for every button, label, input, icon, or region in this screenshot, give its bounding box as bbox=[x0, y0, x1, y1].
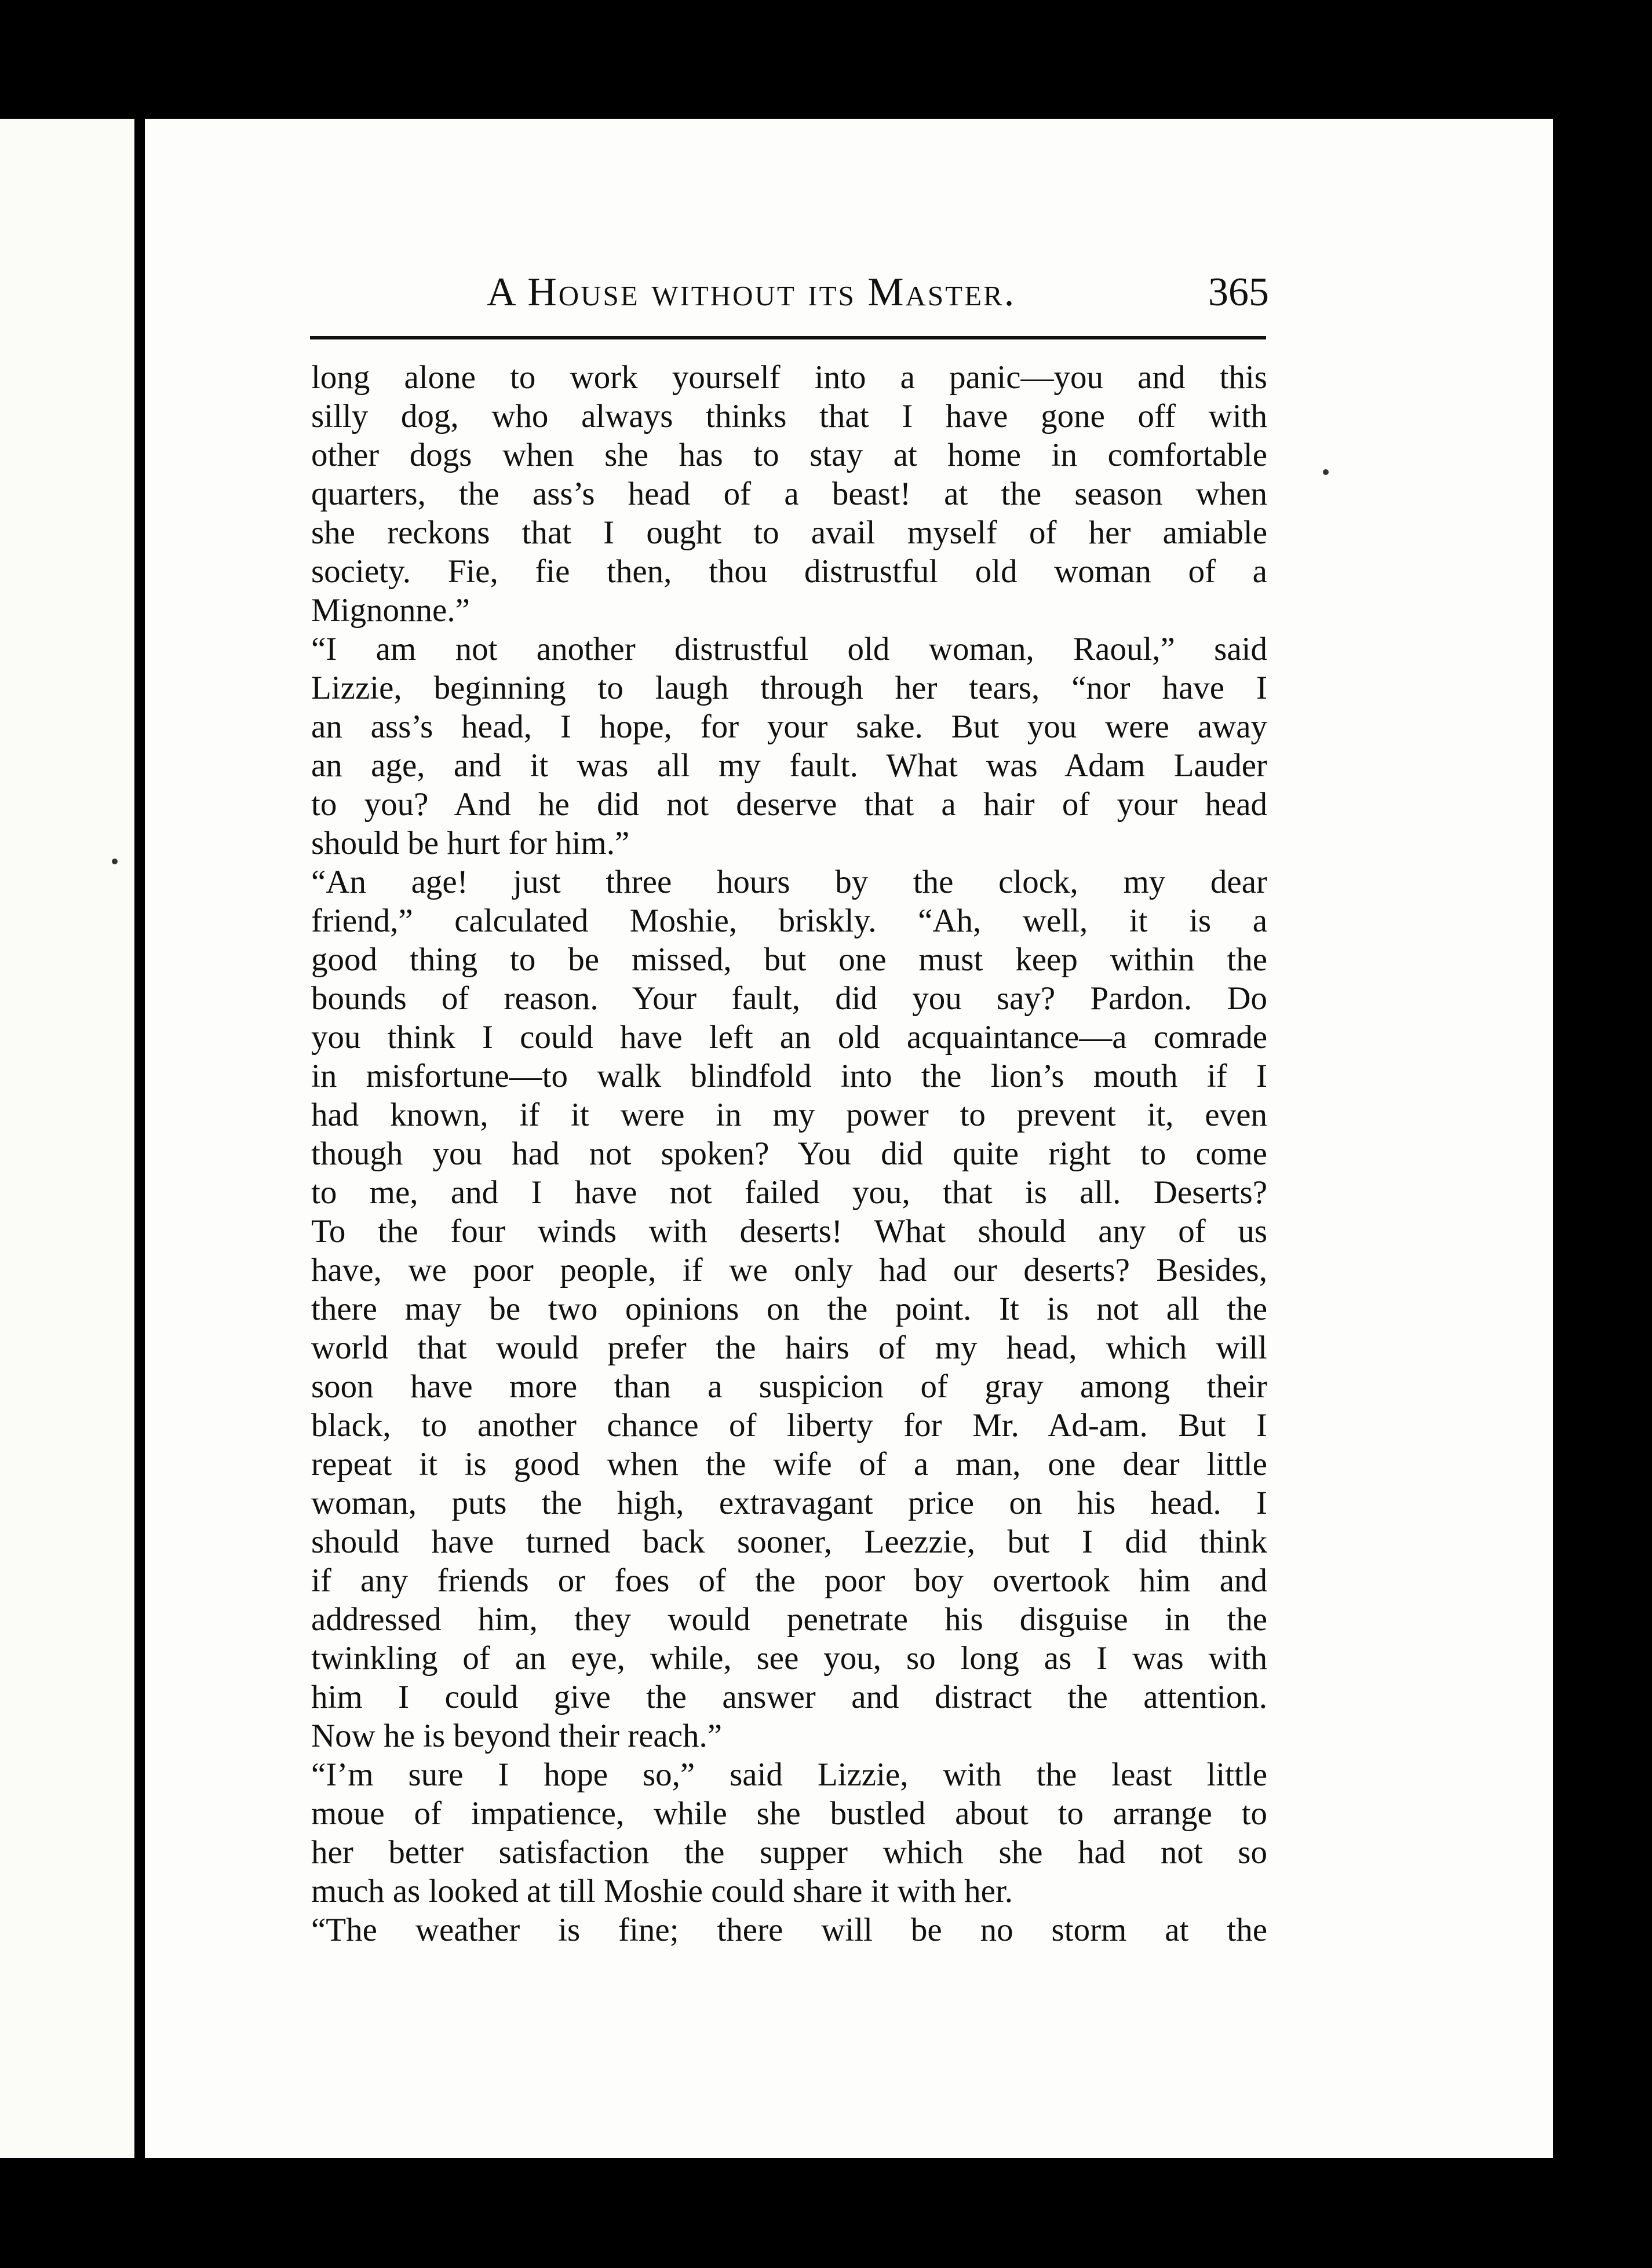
text-line: an age, and it was all my fault. What was Adam Lauder bbox=[311, 747, 1267, 784]
text-line: moue of impatience, while she bustled about to arrange to bbox=[311, 1795, 1267, 1832]
page-header bbox=[342, 269, 1269, 322]
text-line: Mignonne.” bbox=[311, 592, 470, 629]
text-line: her better satisfaction the supper which she had not so bbox=[311, 1834, 1267, 1871]
text-line: repeat it is good when the wife of a man, one dear little bbox=[311, 1446, 1267, 1482]
text-line: you think I could have left an old acquaintance—a comrade bbox=[311, 1019, 1267, 1056]
text-line: To the four winds with deserts! What should any of us bbox=[311, 1213, 1267, 1250]
header-rule bbox=[310, 336, 1266, 339]
text-line: “The weather is fine; there will be no storm at the bbox=[311, 1912, 1267, 1948]
text-line: have, we poor people, if we only had our deserts? Besides, bbox=[311, 1252, 1267, 1288]
margin-speck bbox=[112, 859, 118, 864]
text-line: quarters, the ass’s head of a beast! at the season when bbox=[311, 476, 1267, 512]
text-line: had known, if it were in my power to prevent it, even bbox=[311, 1097, 1267, 1133]
text-line: black, to another chance of liberty for Mr. Ad-am. But I bbox=[311, 1407, 1267, 1444]
text-line: Now he is beyond their reach.” bbox=[311, 1718, 723, 1754]
text-line: should have turned back sooner, Leezzie, but I did think bbox=[311, 1524, 1267, 1560]
gutter bbox=[134, 119, 145, 2158]
text-line: world that would prefer the hairs of my head, which will bbox=[311, 1330, 1267, 1366]
page-number: 365 bbox=[1208, 270, 1269, 315]
text-line: him I could give the answer and distract the attention. bbox=[311, 1679, 1267, 1715]
text-line: soon have more than a suspicion of gray among their bbox=[311, 1368, 1267, 1405]
running-title: A House without its Master. bbox=[487, 270, 1016, 315]
text-line: if any friends or foes of the poor boy overtook him and bbox=[311, 1562, 1267, 1599]
margin-speck bbox=[1323, 469, 1329, 475]
text-line: to you? And he did not deserve that a hair of your head bbox=[311, 786, 1267, 823]
text-line: “I am not another distrustful old woman, Raoul,” said bbox=[311, 631, 1267, 667]
text-line: there may be two opinions on the point. It is not all the bbox=[311, 1291, 1267, 1327]
text-line: friend,” calculated Moshie, briskly. “Ah, well, it is a bbox=[311, 903, 1267, 939]
text-line: Lizzie, beginning to laugh through her tears, “nor have I bbox=[311, 670, 1267, 706]
text-line: “I’m sure I hope so,” said Lizzie, with the least little bbox=[311, 1756, 1267, 1793]
text-line: much as looked at till Moshie could share it with her. bbox=[311, 1873, 1013, 1909]
body-text bbox=[311, 358, 1267, 1949]
text-line: other dogs when she has to stay at home in comfortable bbox=[311, 437, 1267, 473]
text-line: twinkling of an eye, while, see you, so long as I was with bbox=[311, 1640, 1267, 1677]
text-line: woman, puts the high, extravagant price on his head. I bbox=[311, 1485, 1267, 1521]
text-line: silly dog, who always thinks that I have gone off with bbox=[311, 398, 1267, 434]
text-line: addressed him, they would penetrate his disguise in the bbox=[311, 1601, 1267, 1638]
text-line: in misfortune—to walk blindfold into the lion’s mouth if I bbox=[311, 1058, 1267, 1094]
text-line: good thing to be missed, but one must keep within the bbox=[311, 941, 1267, 978]
text-line: to me, and I have not failed you, that is all. Deserts? bbox=[311, 1174, 1267, 1211]
text-line: bounds of reason. Your fault, did you say? Pardon. Do bbox=[311, 980, 1267, 1017]
text-line: she reckons that I ought to avail myself of her amiable bbox=[311, 514, 1267, 551]
text-line: an ass’s head, I hope, for your sake. But you were away bbox=[311, 708, 1267, 745]
text-line: “An age! just three hours by the clock, my dear bbox=[311, 864, 1267, 900]
facing-page-edge bbox=[0, 119, 134, 2158]
text-line: long alone to work yourself into a panic—you and this bbox=[311, 359, 1267, 396]
text-line: society. Fie, fie then, thou distrustful old woman of a bbox=[311, 553, 1267, 590]
text-line: should be hurt for him.” bbox=[311, 825, 630, 861]
text-line: though you had not spoken? You did quite right to come bbox=[311, 1135, 1267, 1172]
